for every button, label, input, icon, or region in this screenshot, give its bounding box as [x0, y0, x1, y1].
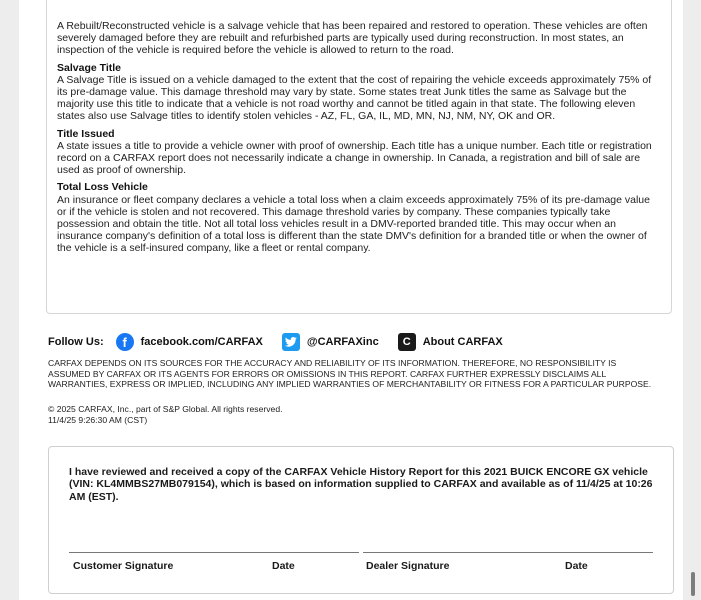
about-carfax-link[interactable]	[398, 333, 503, 351]
definitions-panel	[46, 0, 672, 314]
report-page	[19, 0, 683, 600]
twitter-icon	[282, 333, 300, 351]
customer-signature-label: Customer Signature	[73, 560, 174, 572]
acknowledgment-statement: I have reviewed and received a copy of the CARFAX Vehicle History Report for this 2021 BUICK ENCORE GX vehicle (VIN: KL4MMBS27MB079154), which is based on information supplied to CARFAX and available as of 11/4/25 at 10:26 AM (EST).	[69, 466, 653, 503]
salvage-title-text: A Salvage Title is issued on a vehicle damaged to the extent that the cost of repairing the vehicle exceeds approximately 75% of its pre-damage value. This damage threshold may vary by state. Some states treat Junk titles the same as Salvage but the majority use this title to indicate that a vehicle is not road worthy and cannot be titled again in that state. The following eleven states also use Salvage titles to identify stolen vehicles - AZ, FL, GA, IL, MD, MN, NJ, NM, NY, OK and OR.	[57, 73, 652, 123]
facebook-link-label: facebook.com/CARFAX	[140, 336, 263, 348]
vertical-scrollbar-thumb[interactable]	[691, 572, 695, 596]
total-loss-heading: Total Loss Vehicle	[57, 181, 148, 194]
follow-us-bar	[48, 331, 522, 353]
about-carfax-link-label: About CARFAX	[422, 336, 503, 348]
title-issued-heading: Title Issued	[57, 127, 115, 140]
total-loss-text: An insurance or fleet company declares a vehicle a total loss when a claim exceeds approximately 75% of its pre-damage value or if the vehicle is stolen and not recovered. This damage threshold varies by company. These companies typically take possession and obtain the title. Not all total loss vehicles result in a DMV-reported branded title. This may occur when an insurance company's definition of a total loss is different than the state DMV's definition for a branded title or when the owner of the vehicle is a self-insured company, like a fleet or rental company.	[57, 193, 650, 255]
twitter-link[interactable]	[282, 333, 379, 351]
dealer-signature-label: Dealer Signature	[366, 560, 450, 572]
salvage-title-heading: Salvage Title	[57, 61, 122, 74]
customer-signature-line	[69, 552, 359, 553]
dealer-signature-line	[363, 552, 653, 553]
customer-date-label: Date	[272, 560, 295, 572]
title-issued-text: A state issues a title to provide a vehicle owner with proof of ownership. Each title has a unique number. Each title or registration record on a CARFAX report does not necessarily indicate a change in ownership. In Canada, a registration and bill of sale are used as proof of ownership.	[57, 139, 652, 177]
facebook-icon: f	[116, 333, 134, 351]
twitter-link-label: @CARFAXinc	[306, 336, 379, 348]
signature-box	[48, 446, 674, 594]
facebook-link[interactable]	[116, 333, 263, 351]
dealer-date-label: Date	[565, 560, 588, 572]
carfax-icon: C	[398, 333, 416, 351]
report-timestamp: 11/4/25 9:26:30 AM (CST)	[48, 415, 148, 425]
legal-disclaimer: CARFAX DEPENDS ON ITS SOURCES FOR THE ACCURACY AND RELIABILITY OF ITS INFORMATION. THEREFORE, NO RESPONSIBILITY IS ASSUMED BY CARFAX OR ITS AGENTS FOR ERRORS OR OMISSIONS IN THIS REPORT. CARFAX FURTHER EXPRESSLY DISCLAIMS ALL WARRANTIES, EXPRESS OR IMPLIED, INCLUDING ANY IMPLIED WARRANTIES OF MERCHANTABILITY OR FITNESS FOR A PARTICULAR PURPOSE.	[48, 358, 652, 390]
copyright-notice: © 2025 CARFAX, Inc., part of S&P Global. All rights reserved.	[48, 404, 283, 414]
follow-us-label: Follow Us:	[48, 336, 104, 348]
rebuilt-definition-text: A Rebuilt/Reconstructed vehicle is a salvage vehicle that has been repaired and restored to operation. These vehicles are often severely damaged before they are rebuilt and refurbished parts are typically used during reconstruction. In most states, an inspection of the vehicle is required before the vehicle is allowed to return to the road.	[57, 20, 648, 57]
